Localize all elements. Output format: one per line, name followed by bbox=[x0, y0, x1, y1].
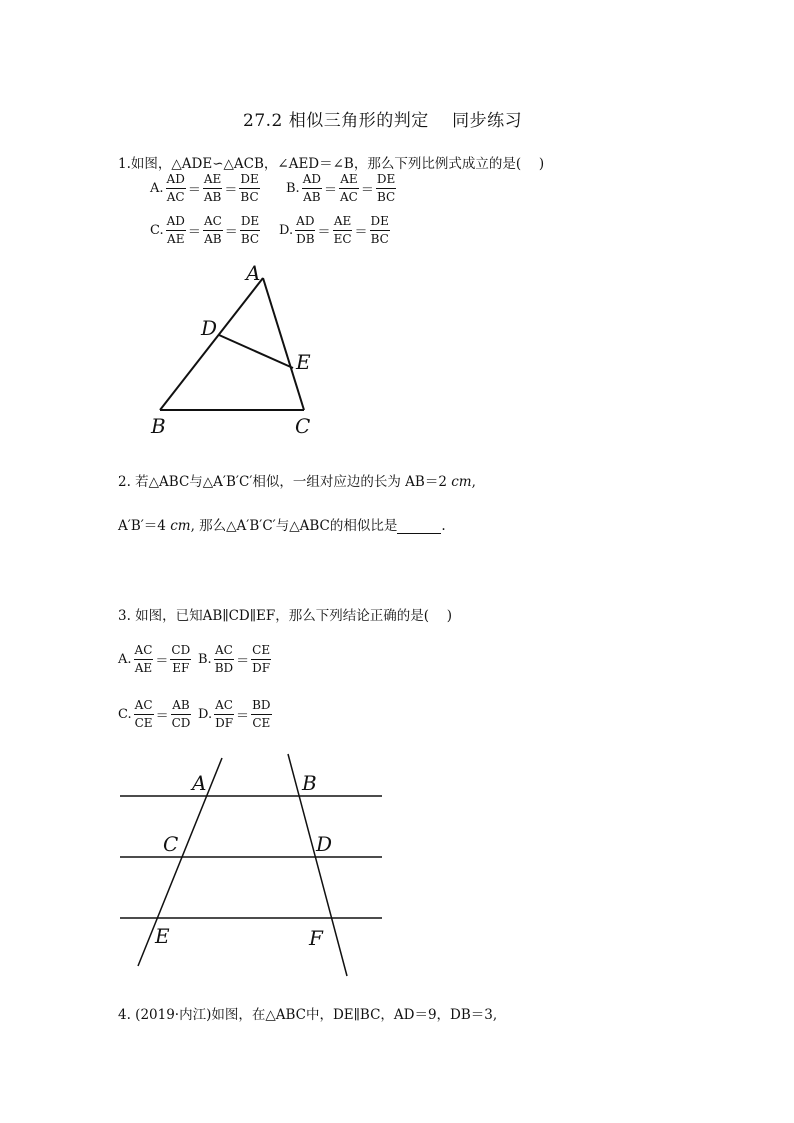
page-title: 27.2 相似三角形的判定 同步练习 bbox=[243, 111, 523, 131]
fraction bbox=[251, 698, 271, 731]
equals-sign: ＝ bbox=[317, 225, 331, 240]
label-f: F bbox=[309, 926, 323, 950]
fraction-numerator: AD bbox=[166, 172, 186, 189]
fraction-denominator: CE bbox=[134, 716, 153, 730]
fraction-numerator: CE bbox=[251, 643, 271, 660]
equals-sign: ＝ bbox=[360, 183, 374, 198]
equals-sign: ＝ bbox=[155, 709, 169, 724]
fraction bbox=[214, 643, 234, 676]
equals-sign: ＝ bbox=[224, 183, 238, 198]
fraction bbox=[295, 214, 315, 247]
q2-unit-1: cm bbox=[451, 474, 472, 490]
fraction-numerator: BD bbox=[251, 698, 271, 715]
transversal-ace bbox=[138, 758, 222, 966]
fraction-denominator: AB bbox=[204, 232, 222, 246]
fraction-numerator: AC bbox=[214, 643, 234, 660]
fraction-denominator: EC bbox=[333, 232, 352, 246]
fraction-denominator: DF bbox=[252, 661, 271, 675]
fraction-numerator: AE bbox=[339, 172, 358, 189]
fraction-denominator: AB bbox=[203, 190, 222, 204]
equals-sign: ＝ bbox=[187, 183, 201, 198]
label-c: C bbox=[295, 414, 311, 438]
fraction-numerator: DE bbox=[376, 172, 396, 189]
fraction-numerator: AC bbox=[134, 698, 154, 715]
fraction bbox=[302, 172, 322, 205]
fraction-denominator: DF bbox=[215, 716, 234, 730]
fraction-denominator: BC bbox=[376, 190, 396, 204]
fraction-denominator: AE bbox=[167, 232, 185, 246]
fraction-numerator: CD bbox=[170, 643, 191, 660]
fraction bbox=[251, 643, 271, 676]
label-a: A bbox=[192, 771, 207, 795]
q2-unit-2: cm bbox=[170, 518, 191, 534]
label-a: A bbox=[246, 261, 261, 285]
q2-line2 bbox=[118, 514, 446, 534]
fraction bbox=[171, 698, 192, 731]
option-label: C. bbox=[118, 707, 132, 722]
option-label: D. bbox=[198, 707, 213, 722]
q2-line2-mid: , 那么△A′B′C′与△ABC的相似比是 bbox=[190, 518, 398, 534]
segment-ab bbox=[160, 278, 263, 410]
fraction bbox=[170, 643, 191, 676]
q2-answer-blank[interactable] bbox=[397, 519, 441, 534]
label-b: B bbox=[151, 414, 166, 438]
q4-stem: 4. (2019·内江)如图，在△ABC中，DE∥BC，AD＝9，DB＝3, bbox=[118, 1007, 498, 1023]
fraction-numerator: AD bbox=[166, 214, 186, 231]
q2-line1-text: 2. 若△ABC与△A′B′C′相似，一组对应边的长为 AB＝2 bbox=[118, 474, 452, 490]
option-label: D. bbox=[279, 223, 294, 238]
fraction-denominator: AE bbox=[134, 661, 153, 675]
q1-option-d[interactable] bbox=[279, 214, 391, 247]
equals-sign: ＝ bbox=[187, 225, 201, 240]
fraction-denominator: BC bbox=[370, 232, 389, 246]
fraction-denominator: BC bbox=[240, 232, 260, 246]
fraction bbox=[166, 214, 186, 247]
q2-line1 bbox=[118, 470, 476, 490]
q1-option-a[interactable] bbox=[150, 172, 261, 205]
fraction-denominator: AC bbox=[340, 190, 358, 204]
option-label: B. bbox=[286, 181, 300, 196]
q3-parallel-lines-figure bbox=[110, 748, 400, 983]
label-e: E bbox=[296, 350, 311, 374]
fraction-numerator: AD bbox=[295, 214, 315, 231]
option-label: A. bbox=[118, 652, 132, 667]
fraction bbox=[370, 214, 390, 247]
label-d: D bbox=[316, 832, 333, 856]
fraction-denominator: BD bbox=[214, 661, 234, 675]
q3-stem: 3. 如图，已知AB∥CD∥EF，那么下列结论正确的是( ) bbox=[118, 608, 453, 624]
fraction-numerator: AB bbox=[171, 698, 190, 715]
option-label: C. bbox=[150, 223, 164, 238]
q3-option-c[interactable] bbox=[118, 698, 192, 731]
fraction bbox=[239, 172, 259, 205]
fraction bbox=[203, 214, 223, 247]
equals-sign: ＝ bbox=[323, 183, 337, 198]
fraction bbox=[166, 172, 186, 205]
q3-option-b[interactable] bbox=[198, 643, 272, 676]
fraction-denominator: AB bbox=[303, 190, 321, 204]
q1-triangle-figure bbox=[140, 258, 340, 443]
equals-sign: ＝ bbox=[224, 225, 238, 240]
label-b: B bbox=[302, 771, 317, 795]
fraction-denominator: BC bbox=[240, 190, 259, 204]
fraction-denominator: EF bbox=[172, 661, 190, 675]
fraction-numerator: AC bbox=[134, 643, 154, 660]
fraction-numerator: AC bbox=[203, 214, 223, 231]
q3-option-d[interactable] bbox=[198, 698, 273, 731]
q3-option-a[interactable] bbox=[118, 643, 192, 676]
option-label: A. bbox=[150, 181, 164, 196]
fraction-denominator: CD bbox=[171, 716, 191, 730]
equals-sign: ＝ bbox=[155, 654, 169, 669]
fraction bbox=[339, 172, 359, 205]
fraction bbox=[240, 214, 260, 247]
fraction-numerator: DE bbox=[239, 172, 259, 189]
label-c: C bbox=[163, 832, 179, 856]
fraction-numerator: AC bbox=[214, 698, 234, 715]
label-d: D bbox=[201, 316, 218, 340]
fraction bbox=[134, 698, 154, 731]
fraction bbox=[214, 698, 234, 731]
fraction bbox=[376, 172, 396, 205]
fraction-denominator: DB bbox=[296, 232, 315, 246]
q1-option-c[interactable] bbox=[150, 214, 261, 247]
segment-ac bbox=[263, 278, 304, 410]
equals-sign: ＝ bbox=[236, 654, 250, 669]
equals-sign: ＝ bbox=[354, 225, 368, 240]
fraction-numerator: AE bbox=[203, 172, 222, 189]
label-e: E bbox=[155, 924, 170, 948]
fraction-numerator: DE bbox=[240, 214, 260, 231]
fraction-numerator: AE bbox=[333, 214, 352, 231]
option-label: B. bbox=[198, 652, 212, 667]
fraction bbox=[333, 214, 353, 247]
fraction bbox=[203, 172, 222, 205]
fraction-numerator: DE bbox=[370, 214, 390, 231]
fraction-denominator: CE bbox=[252, 716, 271, 730]
fraction-denominator: AC bbox=[166, 190, 185, 204]
fraction bbox=[134, 643, 154, 676]
q2-line1-end: , bbox=[471, 474, 476, 490]
q2-line2-end: . bbox=[441, 518, 446, 534]
q2-line2-text: A′B′＝4 bbox=[118, 518, 171, 534]
q1-stem: 1.如图，△ADE∽△ACB，∠AED＝∠B，那么下列比例式成立的是( ) bbox=[118, 156, 545, 172]
fraction-numerator: AD bbox=[302, 172, 322, 189]
equals-sign: ＝ bbox=[236, 709, 250, 724]
q1-option-b[interactable] bbox=[286, 172, 397, 205]
